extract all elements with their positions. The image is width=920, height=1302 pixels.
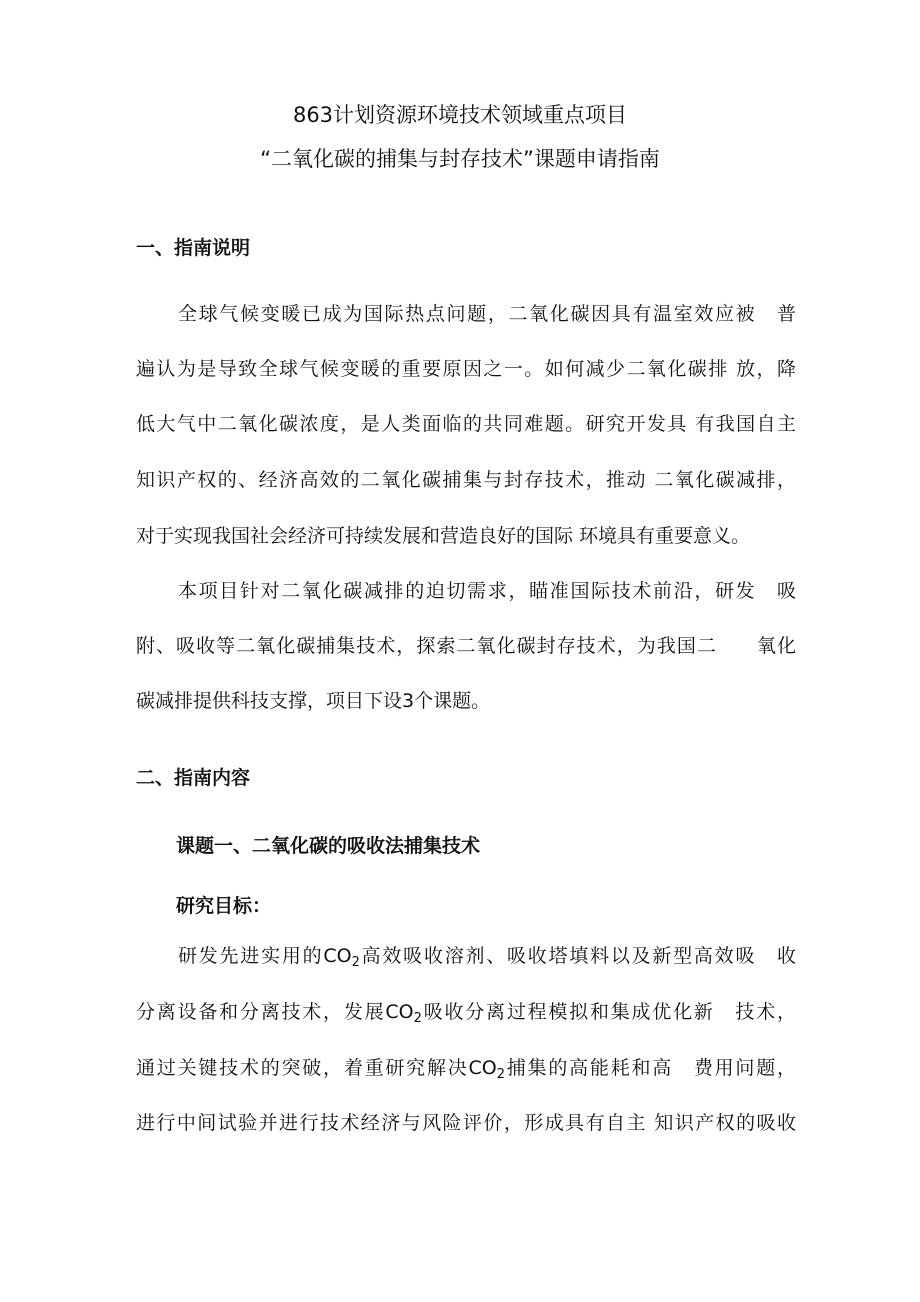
- document-title-line-2: “二氧化碳的捕集与封存技术”课题申请指南: [260, 147, 660, 171]
- subscript: 2: [496, 1067, 506, 1082]
- paragraph-line: 附、吸收等二氧化碳捕集技术，探索二氧化碳封存技术，为我国二 氧化: [136, 635, 796, 657]
- paragraph-line: 碳减排提供科技支撑，项目下设3个课题。: [136, 690, 491, 712]
- paragraph-line: 低大气中二氧化碳浓度，是人类面临的共同难题。研究开发具 有我国自主: [136, 413, 796, 435]
- paragraph-line: 知识产权的、经济高效的二氧化碳捕集与封存技术，推动 二氧化碳减排，: [136, 469, 796, 491]
- document-title-line-1: 863计划资源环境技术领域重点项目: [292, 103, 628, 127]
- topic-title: 课题一、二氧化碳的吸收法捕集技术: [176, 835, 481, 857]
- section-heading-guide-description: 一、指南说明: [136, 237, 251, 259]
- paragraph-line: 本项目针对二氧化碳减排的迫切需求，瞄准国际技术前沿，研发 吸: [178, 580, 796, 602]
- section-heading-guide-content: 二、指南内容: [136, 767, 251, 789]
- paragraph-line: [136, 997, 796, 1027]
- research-goal-label: 研究目标：: [176, 895, 272, 917]
- paragraph-line: 遍认为是导致全球气候变暖的重要原因之一。如何减少二氧化碳排 放，降: [136, 358, 796, 380]
- text-run: 通过关键技术的突破，着重研究解决CO: [136, 1057, 497, 1079]
- text-run: 高效吸收溶剂、吸收塔填料以及新型高效吸 收: [359, 945, 796, 967]
- paragraph-line: 对于实现我国社会经济可持续发展和营造良好的国际 环境具有重要意义。: [136, 525, 751, 547]
- text-run: 分离设备和分离技术，发展CO: [136, 1001, 414, 1023]
- paragraph-line: [136, 1053, 796, 1083]
- text-run: 研发先进实用的CO: [178, 945, 352, 967]
- text-run: 吸收分离过程模拟和集成优化新 技术，: [421, 1001, 796, 1023]
- text-run: 捕集的高能耗和高 费用问题，: [505, 1057, 796, 1079]
- paragraph-line: [178, 941, 796, 971]
- paragraph-line: 进行中间试验并进行技术经济与风险评价，形成具有自主 知识产权的吸收: [136, 1112, 796, 1134]
- paragraph-line: 全球气候变暖已成为国际热点问题，二氧化碳因具有温室效应被 普: [178, 303, 796, 325]
- subscript: 2: [413, 1011, 422, 1026]
- subscript: 2: [351, 955, 360, 970]
